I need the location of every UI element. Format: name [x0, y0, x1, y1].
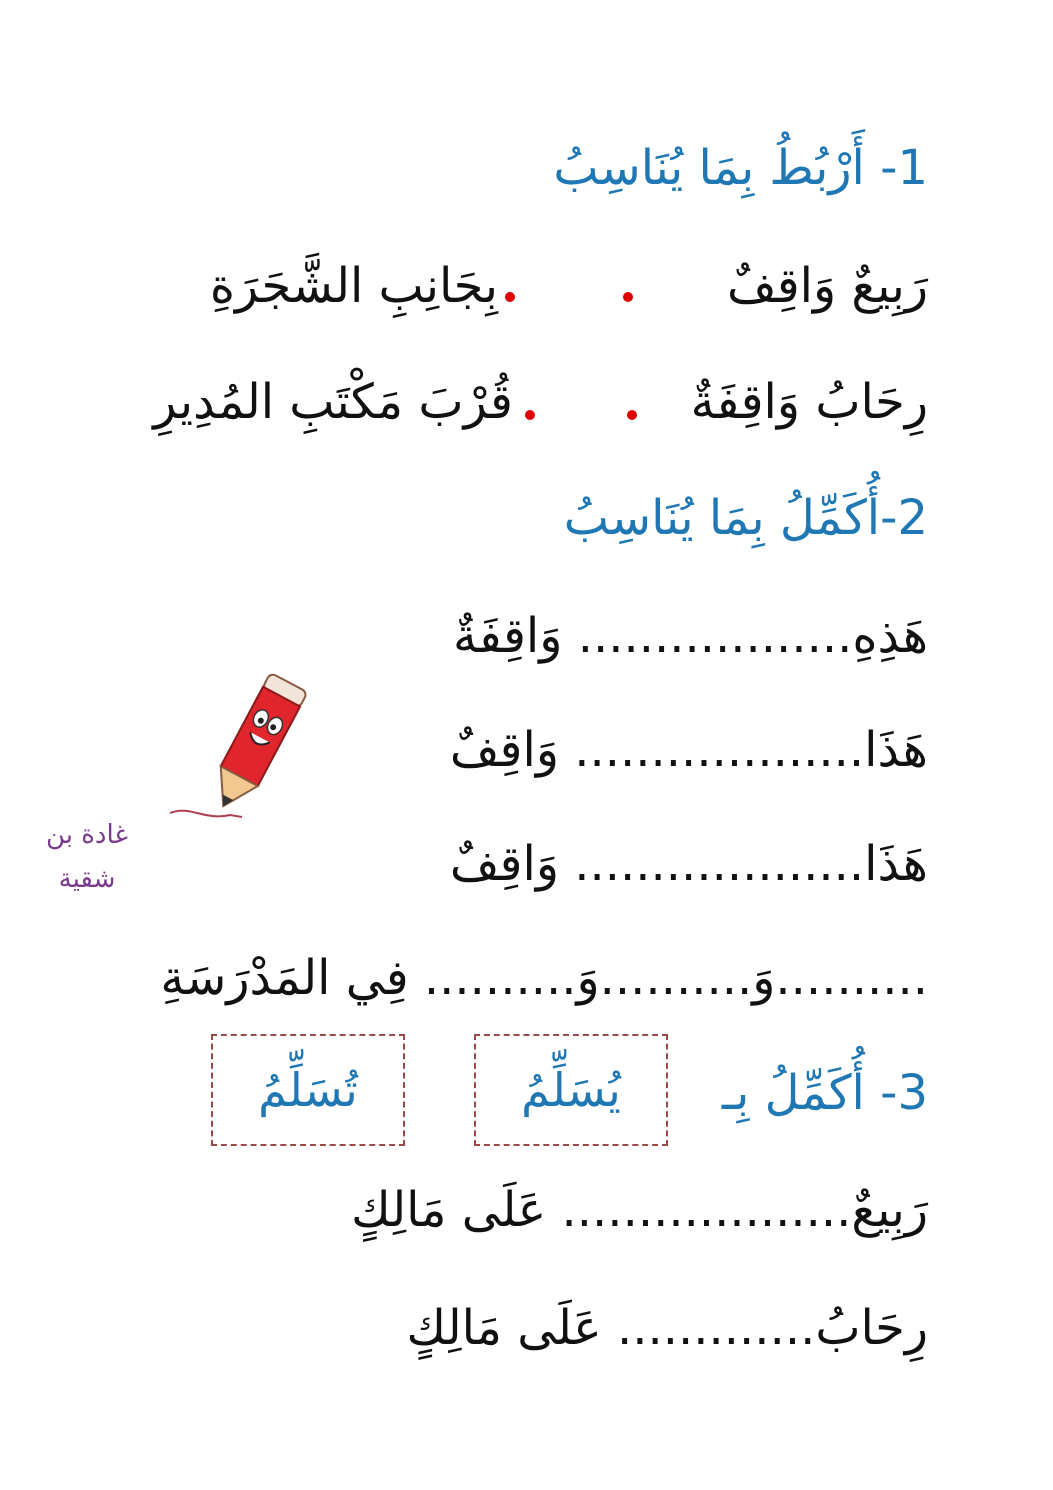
section1-heading: 1- أَرْبُطُ بِمَا يُنَاسِبُ: [553, 140, 928, 196]
match-dot-right-1[interactable]: [505, 292, 515, 302]
match-right-2: قُرْبَ مَكْتَبِ المُدِيرِ: [153, 374, 513, 430]
complete-line-5: رَبِيعٌ................... عَلَى مَالِكٍ: [351, 1182, 928, 1238]
match-dot-left-2[interactable]: [627, 410, 637, 420]
option-box-tusallimu[interactable]: [211, 1034, 405, 1146]
section2-heading: 2-أُكَمِّلُ بِمَا يُنَاسِبُ: [563, 490, 928, 546]
signature-line-2: شقية: [58, 864, 116, 894]
section3-heading: 3- أُكَمِّلُ بِـ: [721, 1065, 928, 1121]
option-yusallimu: يُسَلِّمُ: [521, 1063, 621, 1117]
option-tusallimu: تُسَلِّمُ: [258, 1063, 358, 1117]
complete-line-3: هَذَا................... وَاقِفٌ: [449, 836, 928, 892]
match-dot-right-2[interactable]: [525, 410, 535, 420]
complete-line-2: هَذَا................... وَاقِفٌ: [449, 722, 928, 778]
complete-line-6: رِحَابُ............. عَلَى مَالِكٍ: [406, 1300, 928, 1356]
match-dot-left-1[interactable]: [623, 292, 633, 302]
option-box-yusallimu[interactable]: [474, 1034, 668, 1146]
match-left-1: رَبِيعٌ وَاقِفٌ: [727, 258, 928, 314]
match-right-1: بِجَانِبِ الشَّجَرَةِ: [209, 258, 498, 314]
pencil-mascot-icon: [160, 665, 310, 825]
complete-line-4: ..........وَ..........وَ.......... فِي المَدْرَسَةِ: [160, 950, 928, 1006]
signature-line-1: غادة بن: [45, 820, 128, 850]
match-left-2: رِحَابُ وَاقِفَةٌ: [690, 374, 928, 430]
complete-line-1: هَذِهِ.................. وَاقِفَةٌ: [452, 608, 928, 664]
author-signature: [32, 820, 142, 894]
